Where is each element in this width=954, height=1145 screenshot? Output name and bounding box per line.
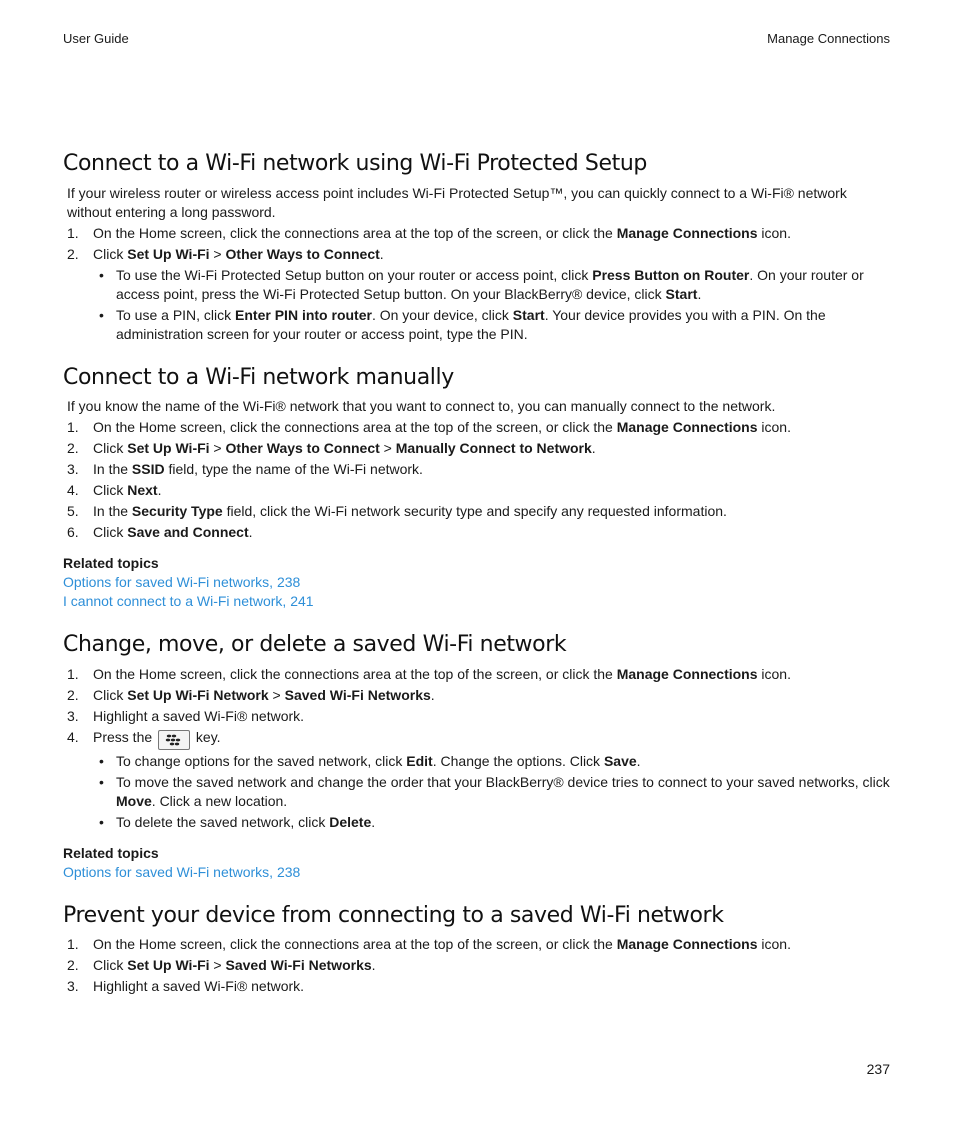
step-number: 2. [67,245,79,262]
text-run: Press the [93,728,157,745]
step-item [63,481,893,500]
text-run: On the Home screen, click the connections area at the top of the screen, or click the [93,665,617,682]
step-item [63,502,893,521]
steps-list [63,665,893,832]
section-title: Connect to a Wi-Fi network manually [63,364,454,390]
step-number: 2. [67,957,79,973]
text-run: key. [192,728,221,745]
bullet-dot: • [99,773,104,790]
related-link[interactable]: Options for saved Wi-Fi networks, 238 [63,863,301,880]
bullet-dot: • [99,813,104,830]
bullet-dot: • [99,266,104,283]
text-run: To use the Wi-Fi Protected Setup button on your router or access point, click [116,266,593,283]
step-number: 6. [67,524,79,540]
ui-term: Manage Connections [616,936,758,952]
text-run: . [430,686,435,703]
text-run: On the Home screen, click the connections area at the top of the screen, or click the [93,936,617,952]
text-run: . On your device, click [371,306,513,323]
section [63,364,893,612]
text-run: In the [93,503,132,519]
bullet-item [93,752,893,771]
bullet-list [93,752,893,832]
text-run: > [209,245,226,262]
step-number: 1. [67,224,79,241]
related-link[interactable]: Options for saved Wi-Fi networks, 238 [63,574,301,590]
step-number: 3. [67,978,79,994]
ui-term: Security Type [131,503,223,519]
ui-term: Next [127,482,158,498]
step-number: 1. [67,936,79,952]
text-run: To use a PIN, click [116,306,236,323]
text-run: To delete the saved network, click [116,813,330,830]
text-run: . Click a new location. [151,792,288,809]
text-run: . [371,813,376,830]
step-number: 4. [67,728,79,745]
text-run: To change options for the saved network, click [116,752,407,769]
text-run: . [697,285,702,302]
step-number: 2. [67,686,79,703]
related-topics [63,844,893,882]
step-item [63,224,893,243]
step-number: 4. [67,482,79,498]
section-intro: If your wireless router or wireless access point includes Wi-Fi Protected Setup™, you can quickly connect to a Wi-Fi® network without entering a long password. [67,184,847,220]
step-number: 1. [67,419,79,435]
bullet-dot: • [99,752,104,769]
text-run: . [379,245,384,262]
ui-term: Manage Connections [616,419,758,435]
ui-term: SSID [131,461,165,477]
ui-term: Set Up Wi-Fi [127,245,210,262]
bullet-item [93,773,893,811]
section-title: Change, move, or delete a saved Wi-Fi network [63,632,567,657]
section [63,631,893,882]
document-body [63,150,893,1016]
text-run: field, click the Wi-Fi network security type and specify any requested information. [222,503,727,519]
step-item [63,977,893,996]
step-item [63,935,893,954]
step-item [63,956,893,975]
text-run: . Change the options. Click [432,752,604,769]
bullet-list [93,266,893,344]
step-number: 3. [67,461,79,477]
text-run: . On your router or access point, press the Wi-Fi Protected Setup button. On your BlackBerry® device, click [116,266,864,302]
text-run: In the [93,461,132,477]
text-run: On the Home screen, click the connections area at the top of the screen, or click the [93,419,617,435]
ui-term: Move [116,792,152,809]
step-item [63,707,893,726]
ui-term: Set Up Wi-Fi [127,440,210,456]
step-number: 3. [67,707,79,724]
step-item [63,418,893,437]
section-intro: If you know the name of the Wi-Fi® network that you want to connect to, you can manually connect to the network. [67,398,776,414]
text-run: > [379,440,396,456]
text-run: . [636,752,641,769]
text-run: icon. [757,936,791,952]
step-item [63,460,893,479]
ui-term: Start [665,285,698,302]
step-item [63,665,893,684]
text-run: . [157,482,162,498]
text-run: Click [93,957,128,973]
text-run: icon. [757,665,791,682]
ui-term: Saved Wi-Fi Networks [284,686,431,703]
ui-term: Set Up Wi-Fi [127,957,210,973]
section-title: Connect to a Wi-Fi network using Wi-Fi Protected Setup [63,151,647,176]
step-number: 2. [67,440,79,456]
ui-term: Start [512,306,545,323]
step-item [63,245,893,344]
text-run: icon. [757,224,791,241]
ui-term: Manage Connections [616,665,758,682]
step-item [63,728,893,832]
ui-term: Save and Connect [127,524,249,540]
running-header-right: Manage Connections [767,31,890,46]
text-run: . [248,524,253,540]
text-run: Click [93,245,128,262]
text-run: . [591,440,596,456]
ui-term: Other Ways to Connect [225,440,380,456]
text-run: > [209,957,226,973]
text-run: Highlight a saved Wi-Fi® network. [93,978,305,994]
step-item [63,523,893,542]
text-run: On the Home screen, click the connections area at the top of the screen, or click the [93,224,617,241]
related-link[interactable]: I cannot connect to a Wi-Fi network, 241 [63,593,314,609]
steps-list [63,935,893,996]
text-run: Click [93,524,128,540]
text-run: field, type the name of the Wi-Fi network. [164,461,423,477]
related-topics-title: Related topics [63,555,159,571]
text-run: > [209,440,226,456]
ui-term: Manually Connect to Network [395,440,592,456]
section [63,150,893,344]
bullet-item [93,306,893,344]
step-number: 1. [67,665,79,682]
ui-term: Manage Connections [616,224,758,241]
text-run: . [371,957,376,973]
ui-term: Edit [406,752,433,769]
running-header-left: User Guide [63,31,129,46]
page-number: 237 [866,1061,890,1077]
related-topics [63,554,893,611]
section [63,902,893,997]
text-run: To move the saved network and change the order that your BlackBerry® device tries to connect to your saved networks, click [116,773,890,790]
blackberry-menu-key-icon [158,730,190,750]
bullet-item [93,266,893,304]
ui-term: Press Button on Router [592,266,750,283]
step-item [63,439,893,458]
ui-term: Set Up Wi-Fi Network [127,686,269,703]
related-topics-title: Related topics [63,844,159,861]
ui-term: Save [603,752,637,769]
ui-term: Other Ways to Connect [225,245,380,262]
ui-term: Enter PIN into router [235,306,372,323]
text-run: . Your device provides you with a PIN. On the administration screen for your router or access point, type the PIN. [116,306,826,342]
text-run: Click [93,482,128,498]
bullet-dot: • [99,306,104,323]
text-run: Click [93,440,128,456]
text-run: icon. [757,419,791,435]
bullet-item [93,813,893,832]
text-run: Highlight a saved Wi-Fi® network. [93,707,305,724]
text-run: Click [93,686,128,703]
step-item [63,686,893,705]
steps-list [63,224,893,344]
step-number: 5. [67,503,79,519]
ui-term: Delete [329,813,372,830]
ui-term: Saved Wi-Fi Networks [225,957,372,973]
section-title: Prevent your device from connecting to a saved Wi-Fi network [63,902,724,928]
text-run: > [268,686,285,703]
steps-list [63,418,893,542]
